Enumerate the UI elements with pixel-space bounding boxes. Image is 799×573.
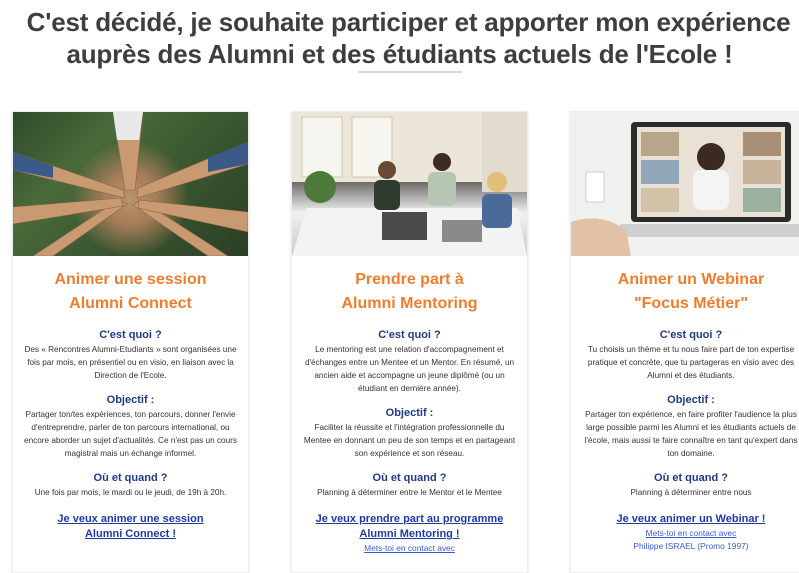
card-title-line-1: Animer une session [54,271,207,288]
headline-line-1: C'est décidé, je souhaite participer et apporter mon expérience [26,7,791,37]
goal-text: Partager ton/tes expériences, ton parcours, donner l'envie d'entreprendre, parler de ton parcours international, ou encore aborder un sujet d'actualités. Ce n'est pas un cours magistral mais un échange informel. [24,410,237,458]
card-focus-metier [570,111,799,573]
when-heading: Où et quand ? [372,472,447,484]
card-title [292,268,527,316]
goal-heading: Objectif : [667,394,715,406]
headline-line-2: auprès des Alumni et des étudiants actuels de l'Ecole ! [66,39,733,69]
cta-line-1: Je veux prendre part au programme [315,513,504,525]
card-title-line-2: "Focus Métier" [634,295,748,312]
when-heading: Où et quand ? [93,472,168,484]
cta-line-1: Je veux animer un Webinar ! [616,513,766,525]
what-heading: C'est quoi ? [99,329,162,341]
page-headline [0,6,799,70]
contact-link[interactable]: Mets-toi en contact avec [645,528,737,538]
cta-line-2: Alumni Connect ! [84,528,177,540]
when-text: Une fois par mois, le mardi ou le jeudi, de 19h à 20h. [34,488,227,497]
what-text: Des « Rencontres Alumni-Etudiants » sont organisées une fois par mois, en présentiel ou en visio, en liaison avec la Direction de l'Ecole. [24,345,237,380]
what-text: Tu choisis un thème et tu nous faire part de ton expertise pratique et concrète, que tu partageras en visio avec des Alumni et des étudiants. [587,345,795,380]
card-title-line-1: Prendre part à [355,271,464,288]
webinar-cta-link[interactable] [571,512,799,527]
when-text: Planning à déterminer entre nous [630,488,752,497]
cta-line-2: Alumni Mentoring ! [359,528,460,540]
card-alumni-mentoring [291,111,528,573]
what-heading: C'est quoi ? [659,329,723,341]
webinar-photo [571,112,799,256]
card-title-line-2: Alumni Connect [69,295,192,312]
card-alumni-connect [12,111,249,573]
contact-name: Philippe ISRAEL (Promo 1997) [633,541,749,551]
goal-heading: Objectif : [106,394,155,406]
what-text: Le mentoring est une relation d'accompagnement et d'échanges entre un Mentee et un Mentor. En résumé, un ancien aide et accompagne un jeune diplômé (ou un étudiant en dernière année). [304,345,515,393]
card-title-line-2: Alumni Mentoring [341,295,478,312]
cta-line-1: Je veux animer une session [57,513,204,525]
meeting-photo [292,112,527,256]
when-heading: Où et quand ? [654,472,728,484]
contact-link[interactable]: Mets-toi en contact avec [364,543,455,553]
card-title [571,268,799,316]
when-text: Planning à déterminer entre le Mentor et le Mentee [317,488,502,497]
alumni-connect-cta-link[interactable] [13,512,248,542]
goal-text: Partager ton expérience, en faire profiter l'audience la plus large possible parmi les Alumni et les étudiants actuels de l'école, mais aussi te faire connaître en tant qu'expert dans ton domaine. [584,410,798,458]
card-title [13,268,248,316]
what-heading: C'est quoi ? [378,329,441,341]
alumni-mentoring-cta-link[interactable] [292,512,527,542]
hands-together-photo [13,112,248,256]
goal-heading: Objectif : [385,407,434,419]
goal-text: Faciliter la réussite et l'intégration professionnelle du Mentee en donnant un peu de son temps et en partageant son expérience et son réseau. [303,423,516,458]
card-title-line-1: Animer un Webinar [617,271,765,288]
headline-divider [358,71,462,73]
